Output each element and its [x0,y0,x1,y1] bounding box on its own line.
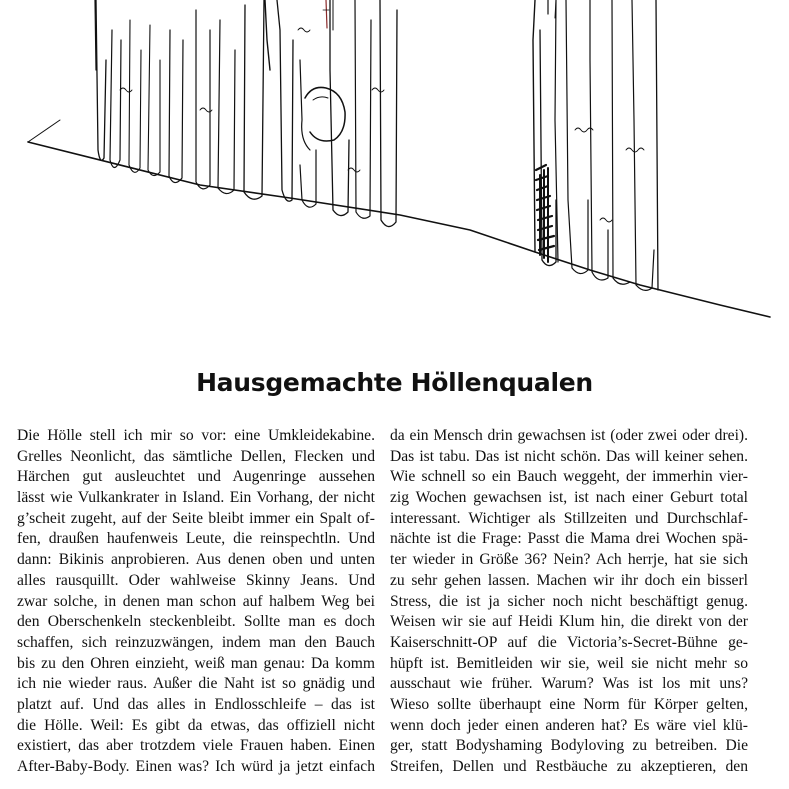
text-line: zwar solche, in denen man schon auf halbem Weg bei [17,592,375,610]
text-line: After-Baby-Body. Einen was? Ich würd ja jetzt einfach [17,758,375,775]
text-line: Wieso sollte überhaupt eine Norm für Körper gelten, [390,695,748,713]
text-line: da ein Mensch drin gewachsen ist (oder zwei oder drei). [390,427,748,444]
text-line: schaffen, sich reinzuzwängen, indem man den Bauch [17,633,375,651]
text-line: alles rausquillt. Oder wahlweise Skinny Jeans. Und [17,571,375,589]
text-line: existiert, das aber trotzdem viele Frauen haben. Einen [17,737,375,755]
text-line: lässt wie Vulkankrater in Island. Ein Vorhang, der nicht [17,489,375,507]
text-line: zu sehr gehen lassen. Machen wir ihr doch ein bisserl [390,571,748,589]
text-line: Stress, die ist ja sicher noch nicht beschäftigt genug. [390,592,748,610]
text-line: ausschaut wie früher. Warum? Was ist los mit uns? [390,675,748,693]
text-line: fen, draußen haufenweis Leute, die reinspechtln. Und [17,530,375,548]
text-line: dann: Bikinis anprobieren. Aus denen oben und unten [17,551,375,569]
text-line: Härchen gut ausleuchtet und Augenringe aussehen [17,468,375,486]
text-line: Streifen, Dellen und Restbäuche zu akzeptieren, den [390,758,748,775]
text-line: Wie schnell so ein Bauch weggeht, der immerhin vier- [390,468,748,486]
text-line: Weisen wir sie auf Heidi Klum hin, die direkt von der [390,613,748,631]
body-text-column-left [17,426,375,778]
text-line: nächte ist die Frage: Passt die Mama drei Wochen spä- [390,530,748,548]
text-line: Die Hölle stell ich mir so vor: eine Umkleidekabine. [17,427,375,444]
changing-room-curtain-illustration [0,0,789,345]
text-line: bis zu den Ohren einzieht, weiß man genau: Da komm [17,654,375,672]
text-line: den Oberschenkeln steckenbleibt. Sollte man es doch [17,613,375,631]
text-line: interessant. Wichtiger als Stillzeiten und Durchschlaf- [390,509,748,527]
text-line: ich nie wieder raus. Außer die Naht ist so gnädig und [17,675,375,693]
text-line: Grelles Neonlicht, das sämtliche Dellen, Flecken und [17,447,375,465]
text-line: ter wieder in Größe 36? Nein? Ach herrje, hat sie sich [390,551,748,569]
text-line: ger, statt Bodyshaming Bodyloving zu betreiben. Die [390,737,748,755]
text-line: hüpft ist. Bemitleiden wir sie, weil sie nicht mehr so [390,654,748,672]
text-line: platzt auf. Und das alles in Endlosschleife – das ist [17,695,375,713]
text-line: Das ist tabu. Das ist nicht schön. Das will keiner sehen. [390,447,748,465]
text-line: die Hölle. Weil: Es gibt da etwas, das offiziell nicht [17,716,375,734]
text-line: g’scheit zugeht, auf der Seite bleibt immer ein Spalt of- [17,509,375,527]
text-line: zig Wochen gewachsen ist, ist nach einer Geburt total [390,489,748,507]
body-text-column-right [390,426,748,778]
text-line: wenn doch jeder einen anderen hat? Es wäre viel klü- [390,716,748,734]
article-title: Hausgemachte Höllenqualen [196,368,593,397]
text-line: Kaiserschnitt-OP auf die Victoria’s-Secret-Bühne ge- [390,633,748,651]
